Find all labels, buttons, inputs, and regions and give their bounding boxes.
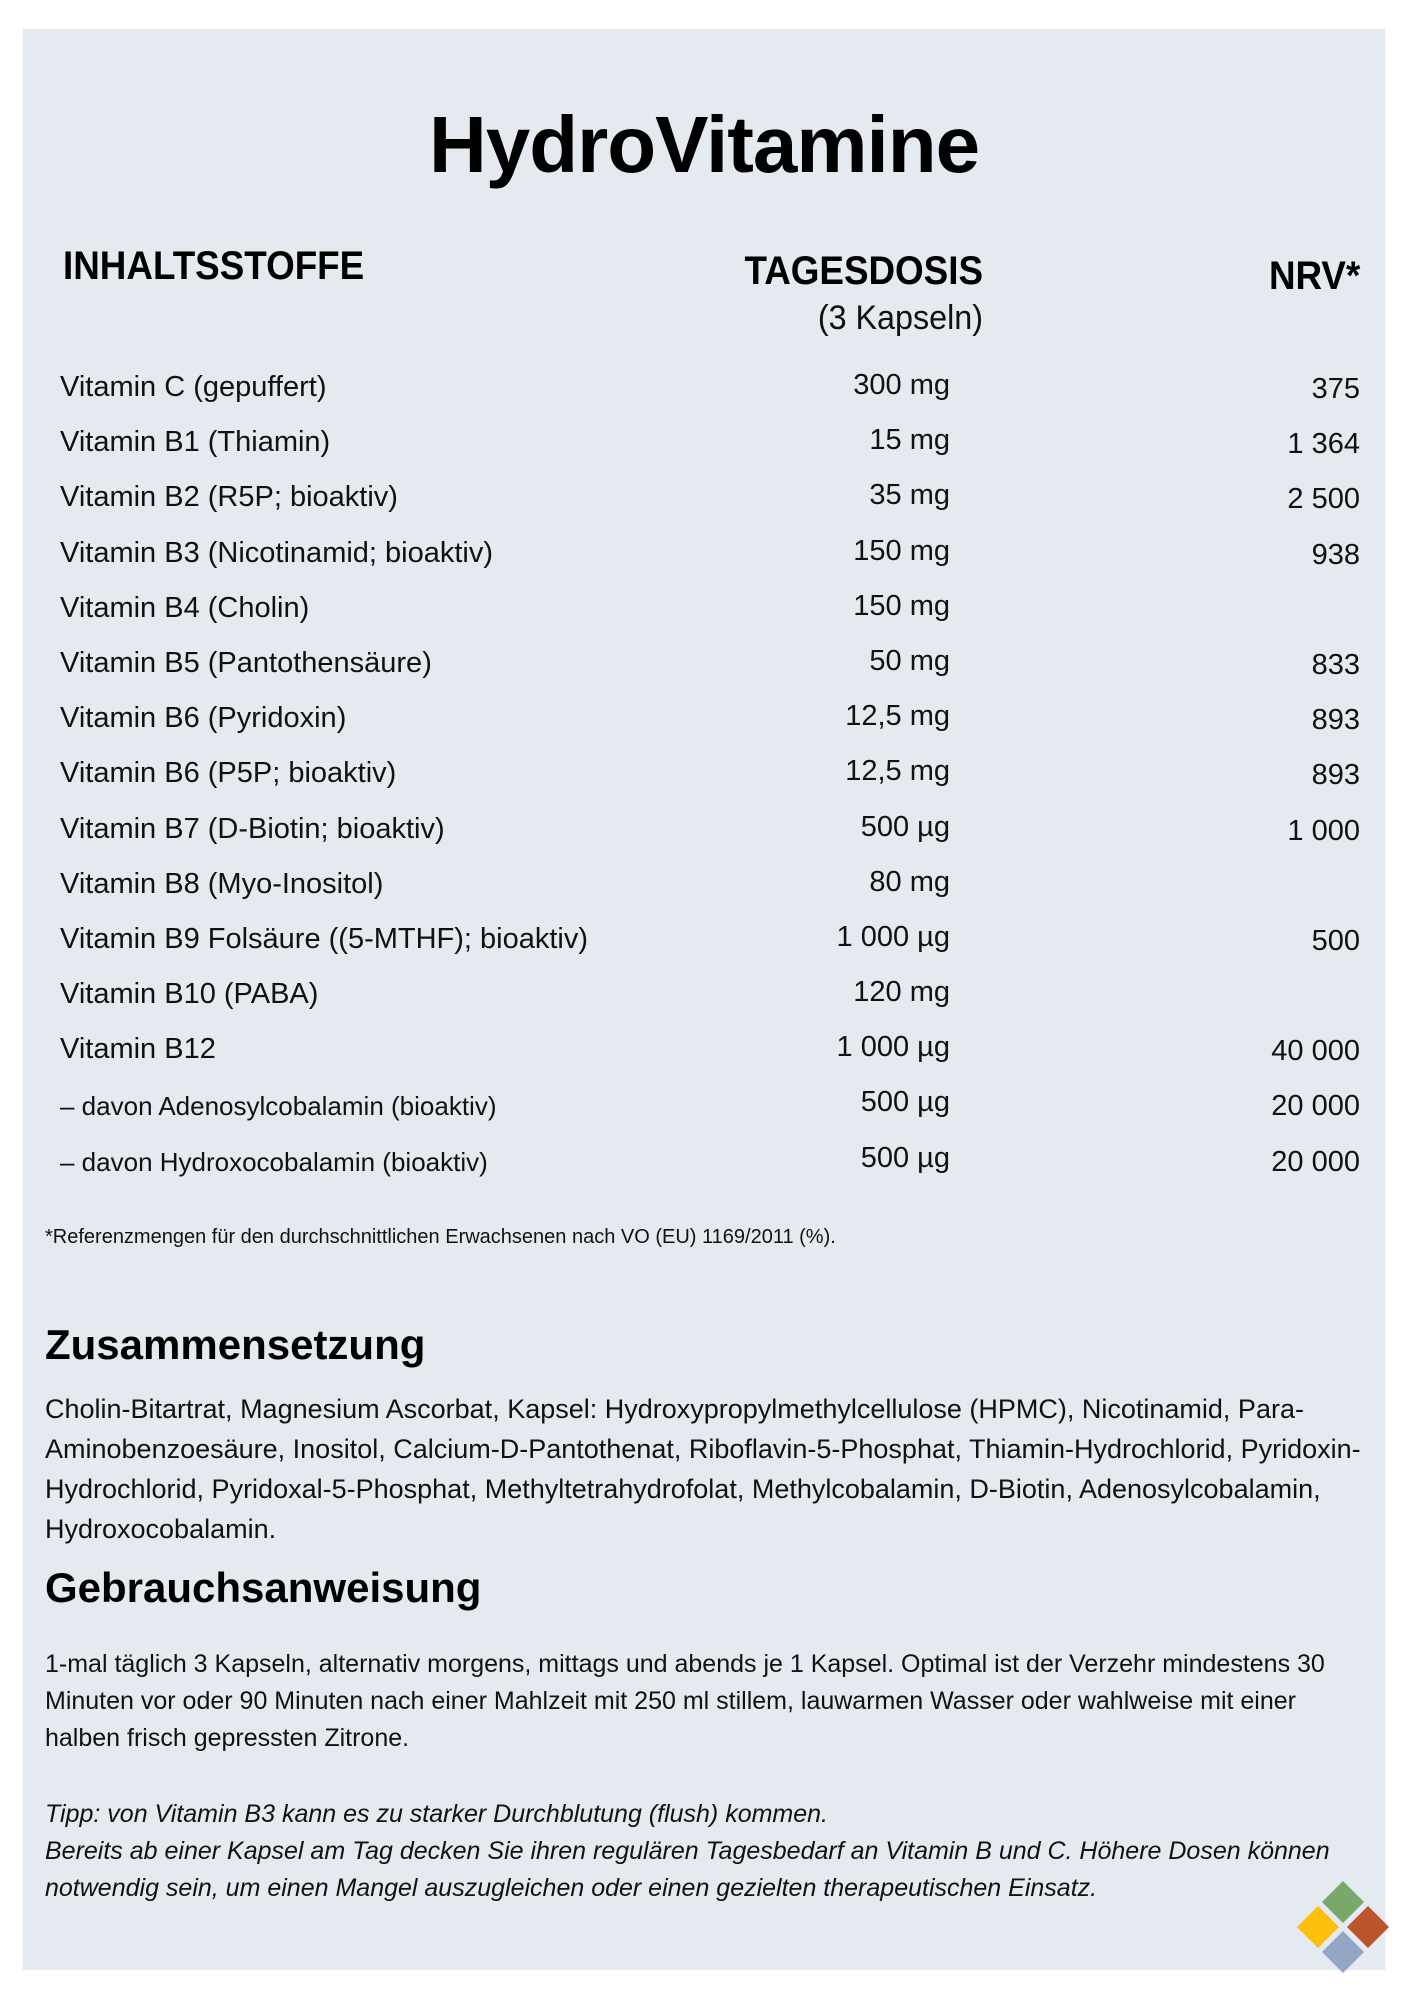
table-row [23,365,1385,420]
table-row-sub [23,1138,1385,1193]
ingredient-name: Vitamin C (gepuffert) [60,371,327,403]
table-row [23,641,1385,696]
tip-line-2: Bereits ab einer Kapsel am Tag decken Sie ihren regulären Tagesbedarf an Vitamin B und C. Höhere Dosen können notwendig sein, um einen Mangel auszugleichen oder einen gezielten therapeutischen Einsatz. [45,1837,1330,1902]
table-row [23,1027,1385,1082]
table-row [23,862,1385,917]
ingredient-dose: 150 mg [853,534,950,567]
ingredient-dose: 500 µg [860,1141,950,1174]
ingredient-dose: 500 µg [860,1086,950,1119]
ingredient-name: – davon Adenosylcobalamin (bioaktiv) [60,1091,497,1122]
composition-text: Cholin-Bitartrat, Magnesium Ascorbat, Kapsel: Hydroxypropylmethylcellulose (HPMC), Nicotinamid, Para-Aminobenzoesäure, Inositol, Calcium-D-Pantothenat, Riboflavin-5-Phosphat, Thiamin-Hydrochlorid, Pyridoxin-Hydrochlorid, Pyridoxal-5-Phosphat, Methyltetrahydrofolat, Methylcobalamin, D-Biotin, Adenosylcobalamin, Hydroxocobalamin. [45,1394,1361,1544]
table-row [23,420,1385,475]
ingredient-name: Vitamin B6 (P5P; bioaktiv) [60,757,397,790]
ingredient-name: Vitamin B2 (R5P; bioaktiv) [60,481,398,514]
ingredient-name: Vitamin B1 (Thiamin) [60,426,331,459]
ingredient-nrv: 375 [1311,373,1360,405]
table-row [23,475,1385,530]
ingredient-dose: 1 000 µg [836,1031,950,1064]
ingredient-name: Vitamin B12 [60,1033,216,1066]
ingredient-dose: 120 mg [853,976,950,1009]
ingredient-name: Vitamin B6 (Pyridoxin) [60,702,347,735]
ingredient-nrv: 500 [1311,924,1360,957]
ingredient-name: Vitamin B8 (Myo-Inositol) [60,867,384,900]
header-daily-dose: TAGESDOSIS [744,249,983,293]
ingredient-name: Vitamin B10 (PABA) [60,978,319,1011]
ingredient-nrv: 2 500 [1287,483,1360,516]
ingredient-nrv: 20 000 [1271,1145,1360,1178]
ingredient-name: Vitamin B3 (Nicotinamid; bioaktiv) [60,536,494,569]
table-row-sub [23,1082,1385,1137]
ingredient-nrv: 893 [1311,759,1360,792]
table-row [23,696,1385,751]
ingredients-table [23,365,1385,1193]
ingredient-dose: 300 mg [853,369,950,401]
tip-line-1: Tipp: von Vitamin B3 kann es zu starker Durchblutung (flush) kommen. [45,1800,829,1828]
table-row [23,586,1385,641]
composition-heading: Zusammensetzung [45,1321,426,1368]
ingredient-nrv: 1 364 [1287,428,1360,461]
ingredient-dose: 500 µg [860,810,950,843]
table-row [23,807,1385,862]
table-row [23,972,1385,1027]
ingredient-nrv: 1 000 [1287,814,1360,847]
ingredient-nrv: 938 [1311,538,1360,571]
product-title: HydroVitamine [428,100,980,189]
ingredient-dose: 12,5 mg [845,700,950,733]
ingredient-name: Vitamin B4 (Cholin) [60,591,310,624]
usage-text: 1-mal täglich 3 Kapseln, alternativ morgens, mittags und abends je 1 Kapsel. Optimal ist der Verzehr mindestens 30 Minuten vor oder 90 Minuten nach einer Mahlzeit mit 250 ml stillem, lauwarmen Wasser oder wahlweise mit einer halben frisch gepressten Zitrone. [45,1650,1325,1752]
ingredient-nrv: 20 000 [1271,1090,1360,1123]
ingredient-dose: 1 000 µg [836,920,950,953]
header-ingredients: INHALTSSTOFFE [63,244,365,288]
ingredient-name: – davon Hydroxocobalamin (bioaktiv) [60,1146,488,1177]
label-panel [23,29,1385,1970]
ingredient-name: Vitamin B9 Folsäure ((5-MTHF); bioaktiv) [60,922,589,955]
nrv-footnote: *Referenzmengen für den durchschnittlichen Erwachsenen nach VO (EU) 1169/2011 (%). [45,1226,836,1248]
usage-heading: Gebrauchsanweisung [45,1564,482,1611]
four-diamonds-logo-icon [1293,1877,1393,1977]
tip-block [45,1796,1375,1907]
ingredient-dose: 80 mg [869,865,950,898]
table-row [23,751,1385,806]
ingredient-dose: 12,5 mg [845,755,950,788]
header-daily-dose-subtitle: (3 Kapseln) [817,299,983,337]
ingredient-dose: 50 mg [869,644,950,677]
ingredient-dose: 150 mg [853,589,950,622]
ingredient-name: Vitamin B7 (D-Biotin; bioaktiv) [60,812,445,845]
table-row [23,917,1385,972]
ingredient-nrv: 40 000 [1271,1035,1360,1068]
table-row [23,531,1385,586]
ingredient-nrv: 833 [1311,648,1360,681]
ingredient-dose: 15 mg [869,424,950,457]
ingredient-dose: 35 mg [869,479,950,512]
ingredient-nrv: 893 [1311,704,1360,737]
ingredient-name: Vitamin B5 (Pantothensäure) [60,646,432,679]
header-nrv: NRV* [1268,254,1360,298]
